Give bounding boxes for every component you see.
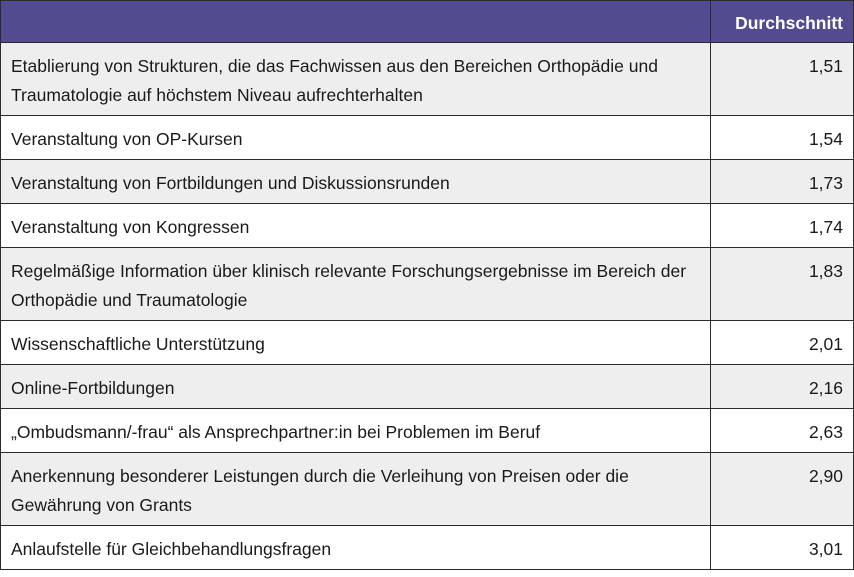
row-value: 2,16: [711, 365, 854, 409]
row-value: 1,73: [711, 160, 854, 204]
row-value: 3,01: [711, 526, 854, 570]
row-label: Anerkennung besonderer Leistungen durch die Verleihung von Preisen oder die Gewährung von Grants: [1, 453, 711, 526]
table-row: [1, 365, 854, 409]
table-row: [1, 409, 854, 453]
row-label: Online-Fortbildungen: [1, 365, 711, 409]
row-label: Veranstaltung von Fortbildungen und Diskussionsrunden: [1, 160, 711, 204]
table-row: [1, 43, 854, 116]
row-label: Veranstaltung von Kongressen: [1, 204, 711, 248]
table-row: [1, 321, 854, 365]
table-row: [1, 526, 854, 570]
row-value: 2,90: [711, 453, 854, 526]
row-value: 1,74: [711, 204, 854, 248]
row-value: 1,54: [711, 116, 854, 160]
row-value: 2,63: [711, 409, 854, 453]
row-value: 1,83: [711, 248, 854, 321]
row-value: 1,51: [711, 43, 854, 116]
table-row: [1, 204, 854, 248]
row-label: Veranstaltung von OP-Kursen: [1, 116, 711, 160]
table-row: [1, 160, 854, 204]
row-label: Etablierung von Strukturen, die das Fachwissen aus den Bereichen Orthopädie und Traumatologie auf höchstem Niveau aufrechterhalten: [1, 43, 711, 116]
header-average: Durchschnitt: [711, 1, 854, 43]
table-row: [1, 116, 854, 160]
row-label: Anlaufstelle für Gleichbehandlungsfragen: [1, 526, 711, 570]
table-row: [1, 248, 854, 321]
row-label: Regelmäßige Information über klinisch relevante Forschungsergebnisse im Bereich der Orthopädie und Traumatologie: [1, 248, 711, 321]
table-header-row: [1, 1, 854, 43]
row-label: Wissenschaftliche Unterstützung: [1, 321, 711, 365]
row-value: 2,01: [711, 321, 854, 365]
header-blank-cell: [1, 1, 711, 43]
table-row: [1, 453, 854, 526]
row-label: „Ombudsmann/-frau“ als Ansprechpartner:in bei Problemen im Beruf: [1, 409, 711, 453]
